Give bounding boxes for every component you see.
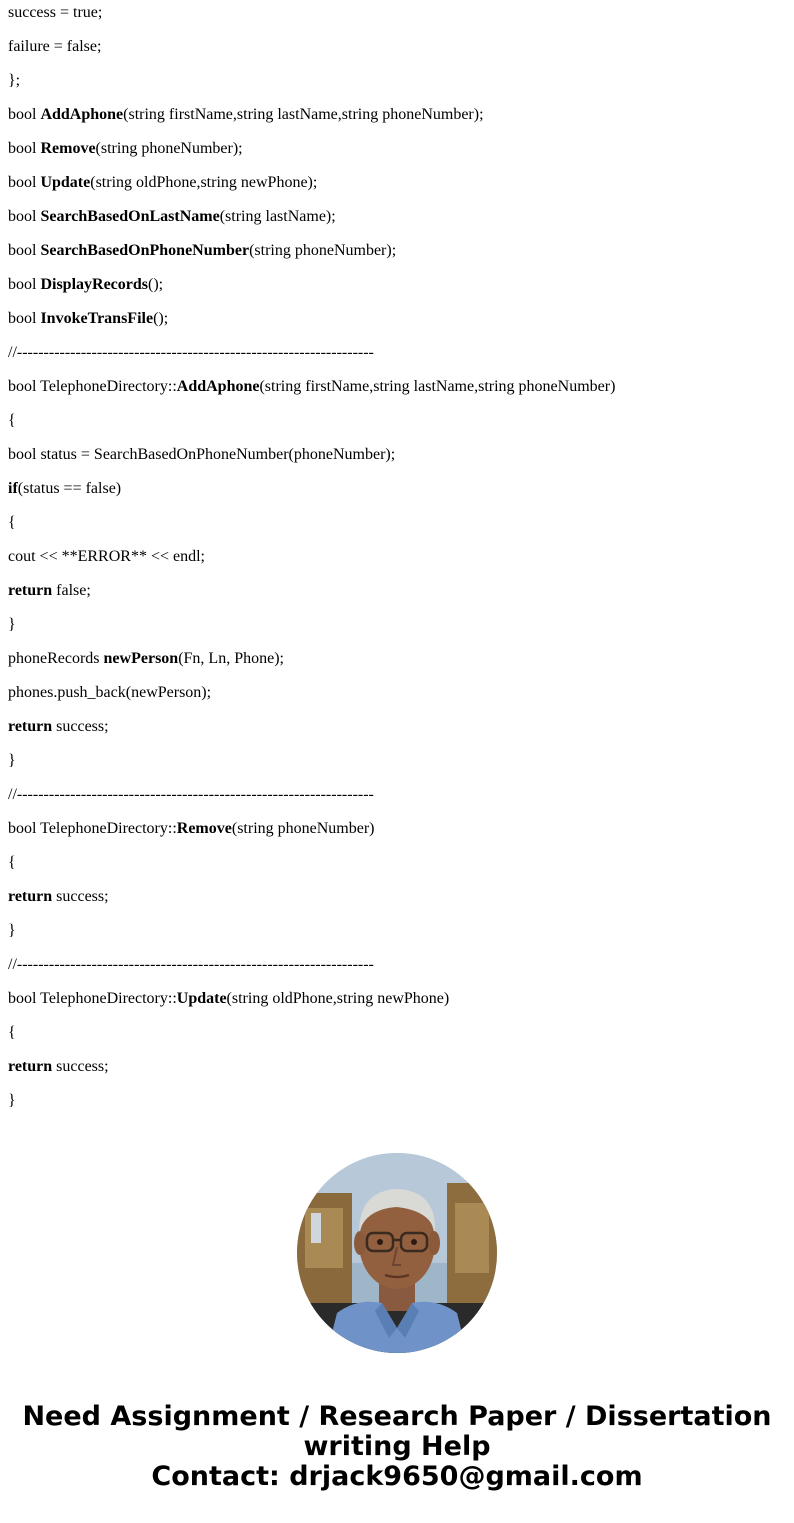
code-line bbox=[8, 1054, 788, 1088]
person-portrait-icon bbox=[297, 1153, 497, 1353]
code-text: { bbox=[8, 514, 16, 531]
code-text: bool bbox=[8, 174, 41, 191]
code-line bbox=[8, 272, 788, 306]
code-line bbox=[8, 850, 788, 884]
code-text: bool TelephoneDirectory:: bbox=[8, 820, 177, 837]
code-text: (string oldPhone,string newPhone) bbox=[226, 990, 450, 1007]
banner-line-2: writing Help bbox=[303, 1431, 491, 1462]
code-keyword: return bbox=[8, 1058, 53, 1075]
code-keyword: Remove bbox=[40, 140, 96, 157]
code-text: (string firstName,string lastName,string phoneNumber); bbox=[123, 106, 484, 123]
code-line bbox=[8, 0, 788, 34]
code-text: (string firstName,string lastName,string phoneNumber) bbox=[259, 378, 616, 395]
code-text: } bbox=[8, 616, 16, 633]
code-text: success; bbox=[52, 888, 109, 905]
code-keyword: InvokeTransFile bbox=[40, 310, 154, 327]
code-line bbox=[8, 238, 788, 272]
code-text: bool bbox=[8, 310, 41, 327]
code-line bbox=[8, 646, 788, 680]
code-text: bool TelephoneDirectory:: bbox=[8, 378, 177, 395]
code-text: (string lastName); bbox=[219, 208, 336, 225]
code-text: success = true; bbox=[8, 4, 103, 21]
code-text: //------------------------------------------------------------------- bbox=[8, 956, 374, 973]
code-line bbox=[8, 816, 788, 850]
code-line bbox=[8, 442, 788, 476]
code-text: (string phoneNumber); bbox=[95, 140, 243, 157]
code-text: bool bbox=[8, 242, 41, 259]
code-line bbox=[8, 510, 788, 544]
code-line bbox=[8, 340, 788, 374]
code-keyword: AddAphone bbox=[40, 106, 124, 123]
banner-line-1: Need Assignment / Research Paper / Dissertation bbox=[22, 1401, 772, 1432]
code-text: { bbox=[8, 412, 16, 429]
code-text: }; bbox=[8, 72, 21, 89]
code-keyword: SearchBasedOnLastName bbox=[40, 208, 220, 225]
code-line bbox=[8, 918, 788, 952]
code-text: //------------------------------------------------------------------- bbox=[8, 786, 374, 803]
code-text: bool bbox=[8, 106, 41, 123]
code-text: phones.push_back(newPerson); bbox=[8, 684, 212, 701]
code-line bbox=[8, 170, 788, 204]
code-text: } bbox=[8, 1092, 16, 1109]
code-line bbox=[8, 34, 788, 68]
code-keyword: SearchBasedOnPhoneNumber bbox=[40, 242, 250, 259]
code-line bbox=[8, 204, 788, 238]
code-line bbox=[8, 1088, 788, 1122]
code-line bbox=[8, 68, 788, 102]
code-keyword: return bbox=[8, 888, 53, 905]
code-line bbox=[8, 544, 788, 578]
code-line bbox=[8, 612, 788, 646]
code-text: { bbox=[8, 1024, 16, 1041]
code-text: success; bbox=[52, 718, 109, 735]
code-text: bool bbox=[8, 276, 41, 293]
code-line bbox=[8, 952, 788, 986]
code-keyword: DisplayRecords bbox=[40, 276, 149, 293]
code-text: (); bbox=[153, 310, 169, 327]
code-text: cout << **ERROR** << endl; bbox=[8, 548, 205, 565]
code-keyword: Remove bbox=[176, 820, 232, 837]
code-line bbox=[8, 102, 788, 136]
code-line bbox=[8, 476, 788, 510]
code-line bbox=[8, 986, 788, 1020]
code-line bbox=[8, 1020, 788, 1054]
code-text: failure = false; bbox=[8, 38, 102, 55]
code-keyword: newPerson bbox=[103, 650, 179, 667]
contact-banner bbox=[0, 1402, 794, 1492]
code-text: bool bbox=[8, 140, 41, 157]
banner-contact-email: Contact: drjack9650@gmail.com bbox=[151, 1461, 643, 1492]
code-line bbox=[8, 578, 788, 612]
code-line bbox=[8, 136, 788, 170]
code-text: { bbox=[8, 854, 16, 871]
code-text: //------------------------------------------------------------------- bbox=[8, 344, 374, 361]
code-line bbox=[8, 408, 788, 442]
code-text: phoneRecords bbox=[8, 650, 104, 667]
code-line bbox=[8, 884, 788, 918]
code-text: (status == false) bbox=[17, 480, 122, 497]
code-text: success; bbox=[52, 1058, 109, 1075]
code-line bbox=[8, 306, 788, 340]
code-keyword: Update bbox=[40, 174, 91, 191]
code-text: bool status = SearchBasedOnPhoneNumber(phoneNumber); bbox=[8, 446, 396, 463]
code-keyword: return bbox=[8, 718, 53, 735]
code-listing bbox=[8, 0, 788, 1122]
code-text: bool TelephoneDirectory:: bbox=[8, 990, 177, 1007]
code-text: (Fn, Ln, Phone); bbox=[178, 650, 284, 667]
code-line bbox=[8, 374, 788, 408]
code-line bbox=[8, 782, 788, 816]
author-avatar bbox=[297, 1153, 497, 1353]
code-text: (string phoneNumber) bbox=[231, 820, 375, 837]
code-text: (); bbox=[148, 276, 164, 293]
code-line bbox=[8, 714, 788, 748]
code-keyword: AddAphone bbox=[176, 378, 260, 395]
code-text: (string phoneNumber); bbox=[249, 242, 397, 259]
code-keyword: Update bbox=[176, 990, 227, 1007]
code-keyword: if bbox=[8, 480, 18, 497]
code-text: } bbox=[8, 922, 16, 939]
code-line bbox=[8, 748, 788, 782]
code-keyword: return bbox=[8, 582, 53, 599]
code-text: bool bbox=[8, 208, 41, 225]
code-text: false; bbox=[52, 582, 91, 599]
code-text: (string oldPhone,string newPhone); bbox=[90, 174, 318, 191]
code-text: } bbox=[8, 752, 16, 769]
code-line bbox=[8, 680, 788, 714]
